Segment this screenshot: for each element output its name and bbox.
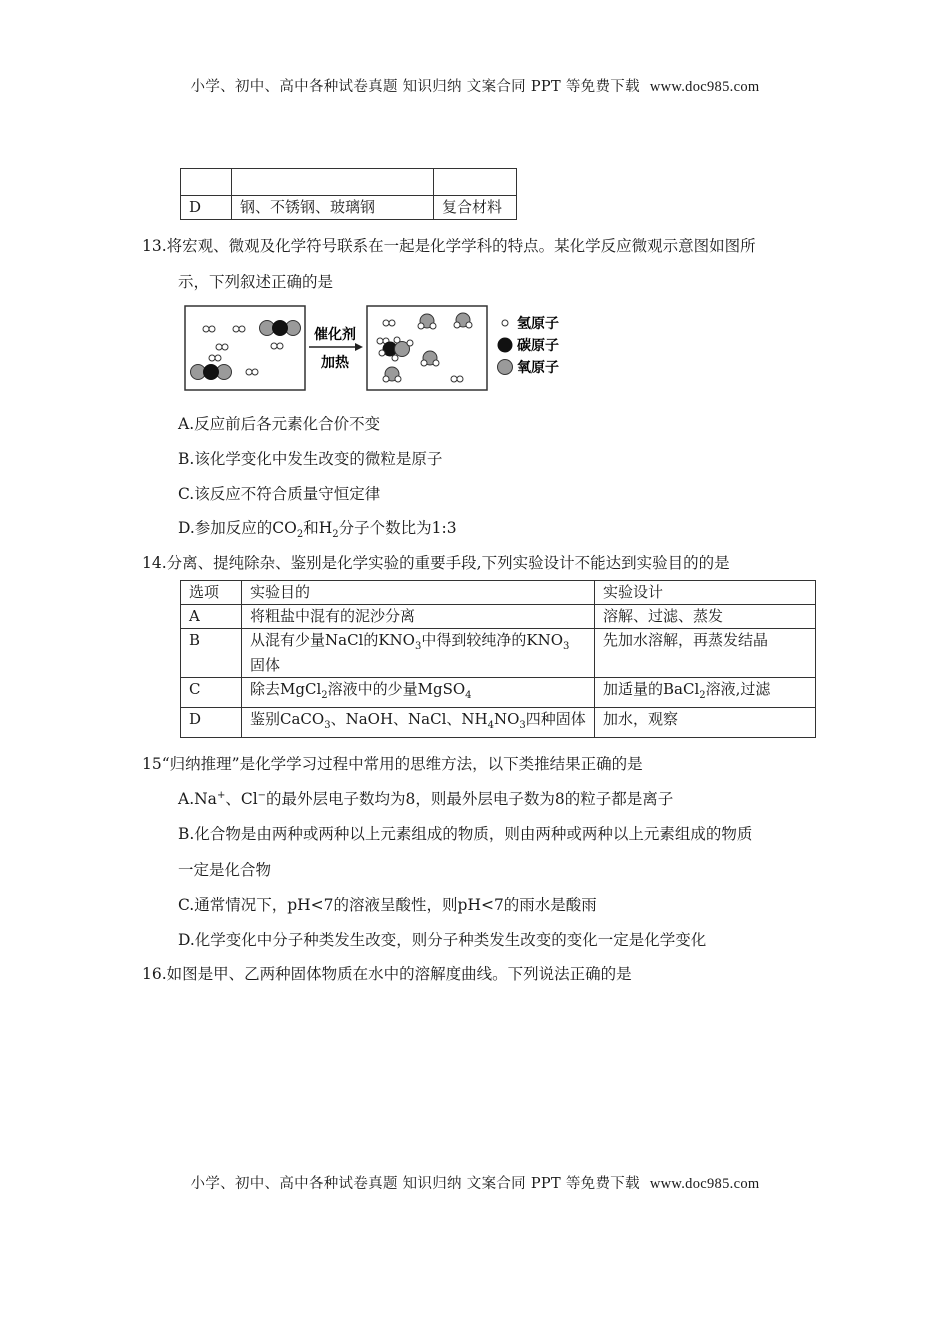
legend-oxygen: 氧原子 <box>517 360 559 376</box>
table-cell <box>232 169 434 196</box>
table-cell: 鉴别CaCO$_3$、NaOH、NaCl、$NH_4NO_3$四种固体 <box>242 708 595 738</box>
q14-table <box>180 580 816 738</box>
arrow-bottom-label: 加热 <box>321 355 349 371</box>
table-cell <box>434 169 517 196</box>
legend-carbon: 碳原子 <box>517 338 559 354</box>
legend-carbon-icon <box>498 338 513 353</box>
table-row <box>181 629 816 678</box>
table-cell: 复合材料 <box>434 196 517 220</box>
q15-option-d: D.化学变化中分子种类发生改变，则分子种类发生改变的变化一定是化学变化 <box>178 931 707 949</box>
legend-oxygen-icon <box>498 360 513 375</box>
table-cell: B <box>181 629 242 678</box>
q13-option-a: A.反应前后各元素化合价不变 <box>178 415 381 433</box>
q13-stem-line2: 示，下列叙述正确的是 <box>178 273 334 291</box>
header-text: 小学、初中、高中各种试卷真题 知识归纳 文案合同 PPT 等免费下载 <box>190 79 640 95</box>
reaction-diagram <box>183 302 573 398</box>
q13-stem-line1: 13.将宏观、微观及化学符号联系在一起是化学学科的特点。某化学反应微观示意图如图所 <box>142 237 756 255</box>
co2-molecule-2 <box>191 365 232 380</box>
table-cell: 先加水溶解，再蒸发结晶 <box>595 629 816 678</box>
footer-text: 小学、初中、高中各种试卷真题 知识归纳 文案合同 PPT 等免费下载 <box>190 1176 640 1192</box>
table-row <box>181 196 517 220</box>
footer-url[interactable]: www.doc985.com <box>649 1176 760 1192</box>
q15-option-a: A.Na+、Cl−的最外层电子数均为8，则最外层电子数为8的粒子都是离子 <box>178 789 674 808</box>
table-cell: D <box>181 708 242 738</box>
table-header-cell: 实验设计 <box>595 581 816 605</box>
q13-option-b: B.该化学变化中发生改变的微粒是原子 <box>178 450 443 468</box>
table-cell: 加水，观察 <box>595 708 816 738</box>
table-cell: 钢、不锈钢、玻璃钢 <box>232 196 434 220</box>
q14-stem: 14.分离、提纯除杂、鉴别是化学实验的重要手段,下列实验设计不能达到实验目的的是 <box>142 554 730 572</box>
table-row <box>181 605 816 629</box>
table-cell <box>181 169 232 196</box>
table-cell: 将粗盐中混有的泥沙分离 <box>242 605 595 629</box>
table-cell: 从混有少量NaCl的$KNO_3$中得到较纯净的$KNO_3$ 固体 <box>242 629 595 678</box>
reaction-diagram-svg <box>183 302 573 394</box>
table-header-cell: 选项 <box>181 581 242 605</box>
header-url[interactable]: www.doc985.com <box>649 79 760 95</box>
arrow-top-label: 催化剂 <box>314 327 356 343</box>
table-cell: 除去MgCl$_2$溶液中的少量MgSO$_4$ <box>242 678 595 708</box>
page-header <box>0 75 950 96</box>
q15-option-b-line2: 一定是化合物 <box>178 861 272 879</box>
table-header-cell: 实验目的 <box>242 581 595 605</box>
q13-option-d: D.参加反应的$CO_2$和$H_2$分子个数比为1:3 <box>178 519 457 541</box>
table-row <box>181 169 517 196</box>
co2-molecule-1 <box>260 321 301 336</box>
page-footer <box>0 1172 950 1193</box>
q13-option-c: C.该反应不符合质量守恒定律 <box>178 485 381 503</box>
table-row <box>181 678 816 708</box>
table-row <box>181 708 816 738</box>
q12-table <box>180 168 517 220</box>
table-cell: 加适量的BaCl$_2$溶液,过滤 <box>595 678 816 708</box>
table-cell: C <box>181 678 242 708</box>
table-cell: 溶解、过滤、蒸发 <box>595 605 816 629</box>
q16-stem: 16.如图是甲、乙两种固体物质在水中的溶解度曲线。下列说法正确的是 <box>142 965 632 983</box>
legend-hydrogen: 氢原子 <box>517 316 559 332</box>
table-cell: A <box>181 605 242 629</box>
table-cell: D <box>181 196 232 220</box>
legend-hydrogen-icon <box>502 320 508 326</box>
q15-option-b-line1: B.化合物是由两种或两种以上元素组成的物质，则由两种或两种以上元素组成的物质 <box>178 825 753 843</box>
q15-stem: 15“归纳推理”是化学学习过程中常用的思维方法，以下类推结果正确的是 <box>142 755 643 773</box>
arrow-head <box>355 343 363 351</box>
table-row <box>181 581 816 605</box>
q15-option-c: C.通常情况下，pH<7的溶液呈酸性，则pH<7的雨水是酸雨 <box>178 896 597 914</box>
